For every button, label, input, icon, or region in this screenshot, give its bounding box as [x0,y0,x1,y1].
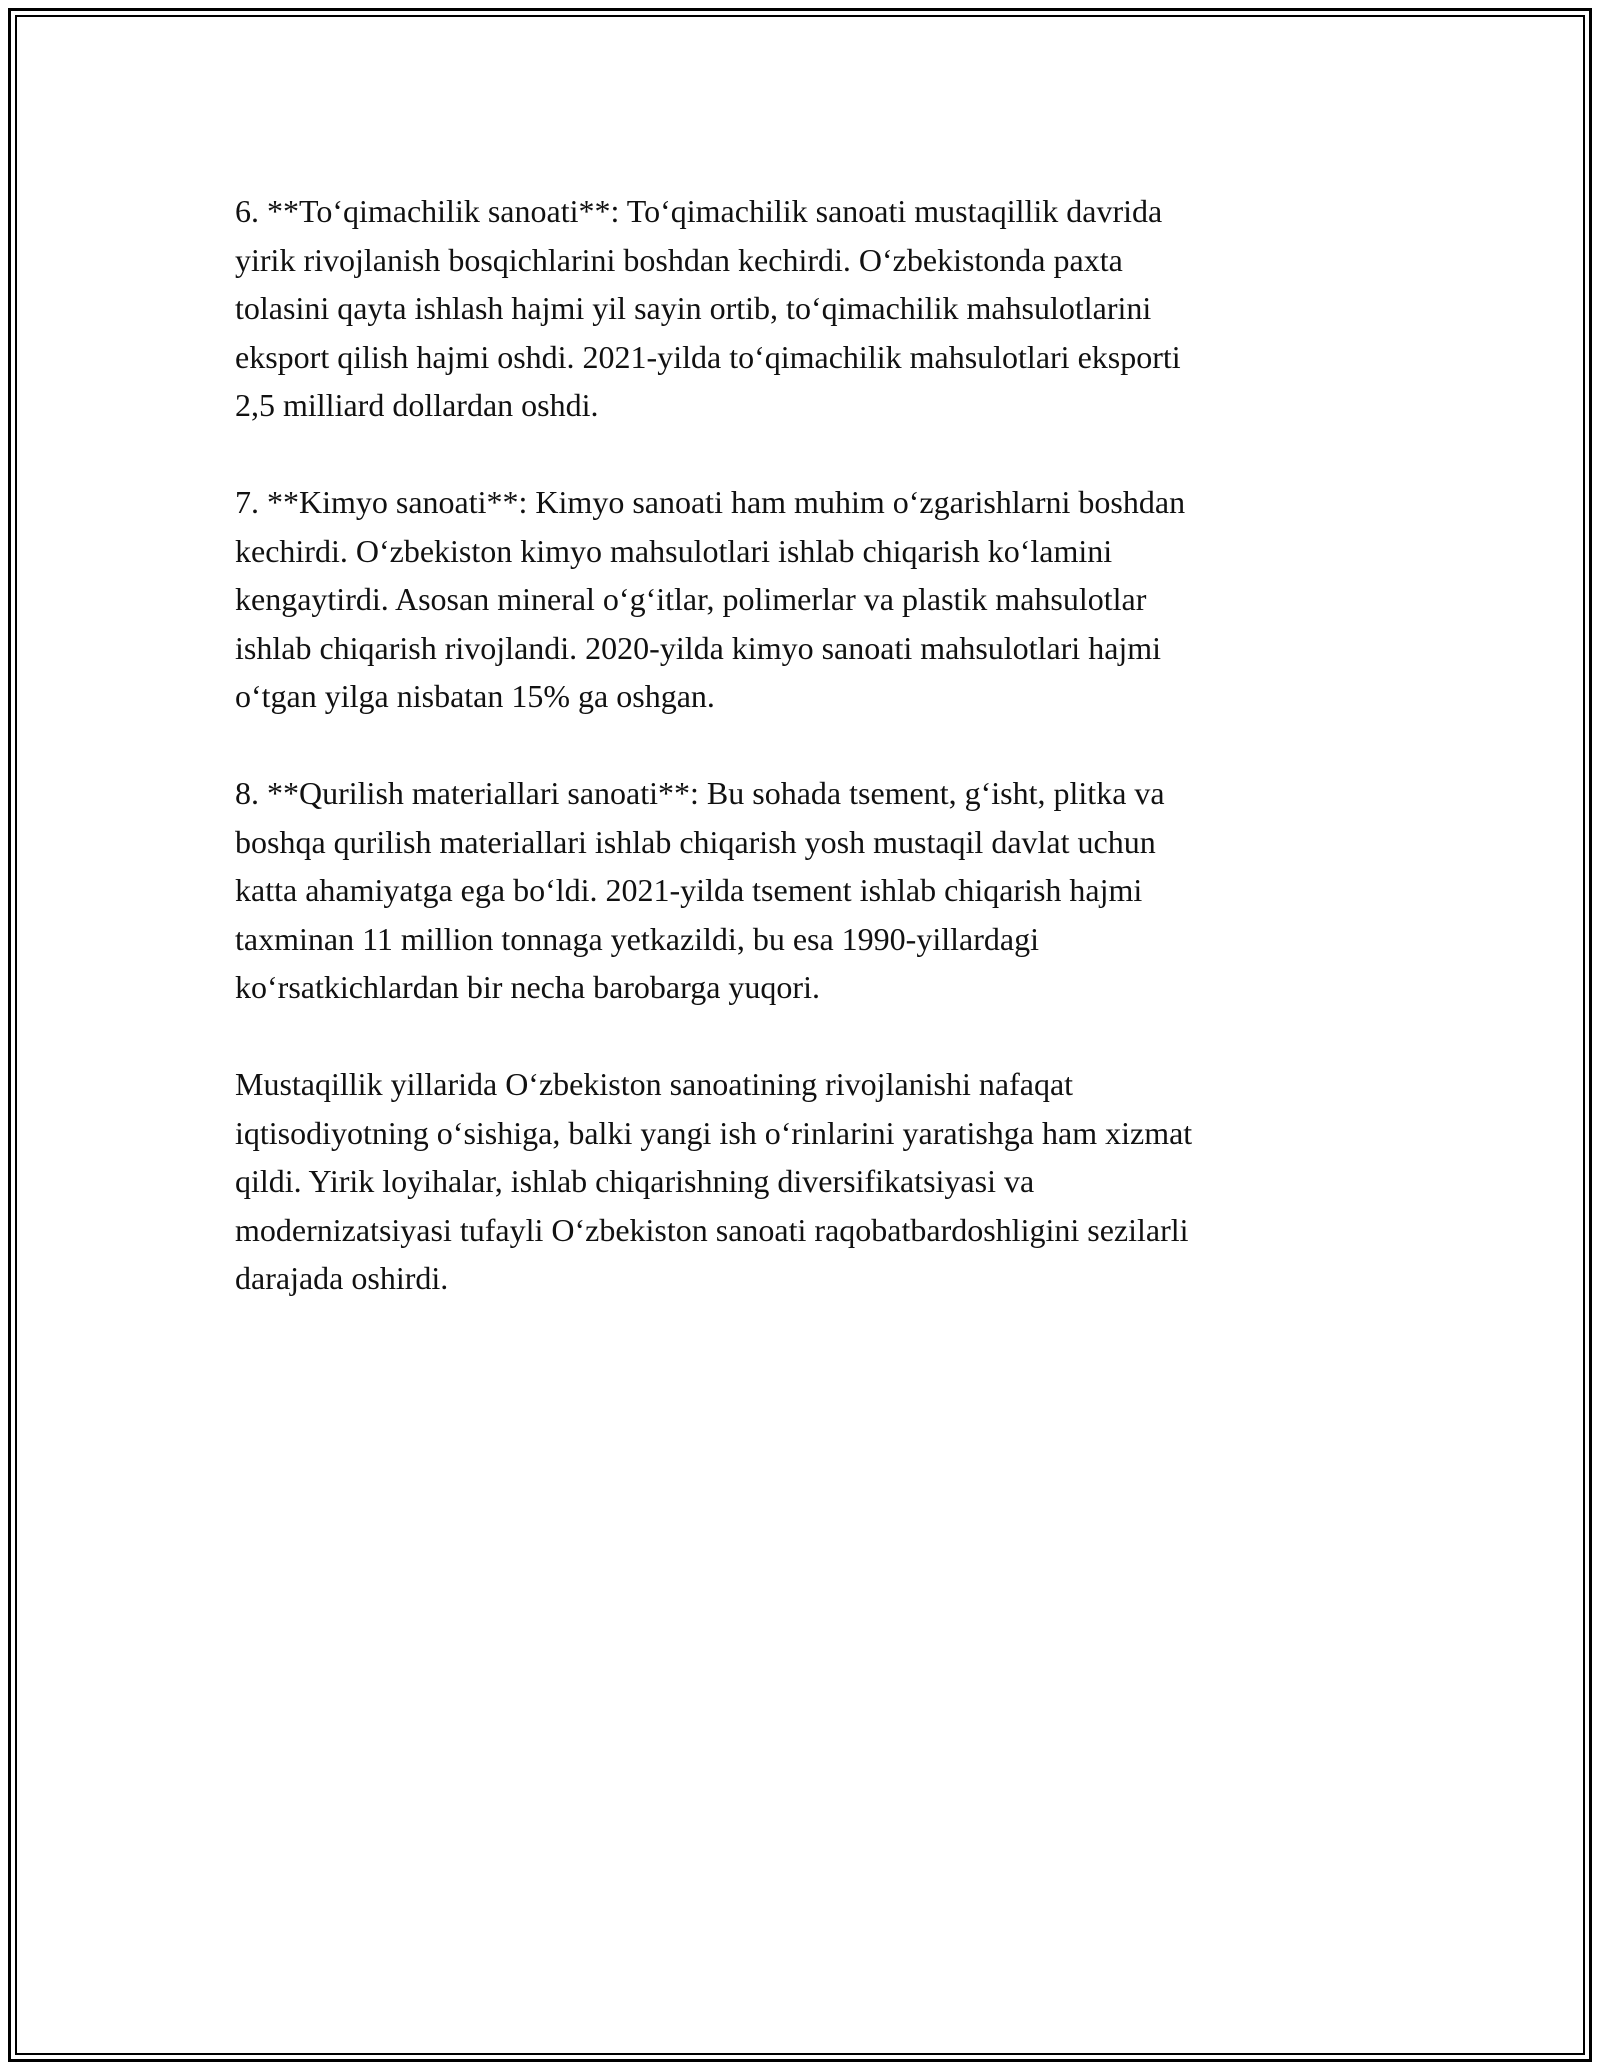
text-line: katta ahamiyatga ega bo‘ldi. 2021-yilda tsement ishlab chiqarish hajmi [235,872,1143,908]
text-line: eksport qilish hajmi oshdi. 2021-yilda to‘qimachilik mahsulotlari eksporti [235,338,1181,375]
text-line: kechirdi. O‘zbekiston kimyo mahsulotlari ishlab chiqarish ko‘lamini [235,532,1113,569]
text-line: 6. **To‘qimachilik sanoati**: To‘qimachilik sanoati mustaqillik davrida [235,193,1163,229]
text-line: iqtisodiyotning o‘sishiga, balki yangi ish o‘rinlarini yaratishga ham xizmat [235,1114,1193,1151]
text-line: 2,5 milliard dollardan oshdi. [235,387,599,423]
text-line: 7. **Kimyo sanoati**: Kimyo sanoati ham muhim o‘zgarishlarni boshdan [235,484,1186,520]
text-line: tolasini qayta ishlash hajmi yil sayin ortib, to‘qimachilik mahsulotlarini [235,290,1152,326]
text-line: 8. **Qurilish materiallari sanoati**: Bu sohada tsement, g‘isht, plitka va [235,775,1165,811]
document-body [235,187,1350,1351]
text-line: taxminan 11 million tonnaga yetkazildi, bu esa 1990-yillardagi [235,920,1039,957]
text-line: modernizatsiyasi tufayli O‘zbekiston sanoati raqobatbardoshligini sezilarli [235,1211,1189,1248]
text-line: boshqa qurilish materiallari ishlab chiqarish yosh mustaqil davlat uchun [235,823,1156,860]
paragraph-construction-materials [235,769,1350,1012]
text-line: darajada oshirdi. [235,1260,449,1296]
paragraph-textile-industry [235,187,1350,430]
paragraph-chemical-industry [235,478,1350,721]
paragraph-conclusion [235,1060,1350,1303]
text-line: kengaytirdi. Asosan mineral o‘g‘itlar, polimerlar va plastik mahsulotlar [235,581,1147,617]
text-line: qildi. Yirik loyihalar, ishlab chiqarishning diversifikatsiyasi va [235,1163,1035,1199]
text-line: Mustaqillik yillarida O‘zbekiston sanoatining rivojlanishi nafaqat [235,1066,1074,1102]
text-line: ishlab chiqarish rivojlandi. 2020-yilda kimyo sanoati mahsulotlari hajmi [235,629,1162,666]
text-line: ko‘rsatkichlardan bir necha barobarga yuqori. [235,969,820,1005]
text-line: o‘tgan yilga nisbatan 15% ga oshgan. [235,678,715,714]
text-line: yirik rivojlanish bosqichlarini boshdan kechirdi. O‘zbekistonda paxta [235,241,1123,278]
